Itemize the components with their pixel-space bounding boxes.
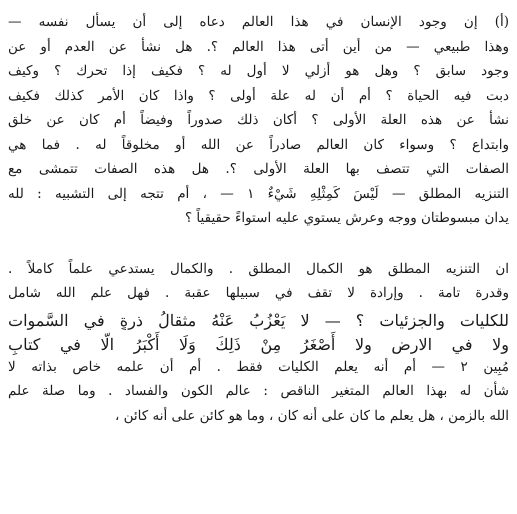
- text-line: وقدرة تامة . وإرادة لا تقف في سبيلها عقبة . فهل علم الله شامل: [8, 285, 509, 301]
- text-line-quran-quote: ولا في الارض ولا أَصْغَرُ مِنْ ذَلِكَ وَلَا أَكْبَرُ الّا في كتابٍ: [8, 335, 509, 354]
- paragraph-gap: [8, 231, 509, 257]
- text-line: وابتداع ؟ وسواء كان العالم صادراً عن الله أو مخلوقاً له . فما هي: [8, 136, 509, 153]
- text-line: شأن له بهذا العالم المتغير الناقص : عالم الكون والفساد . وما صلة علم: [8, 383, 509, 399]
- paragraph-knowledge: [8, 257, 509, 429]
- text-line: نشأ عن هذه العلة الأولى ؟ أكان ذلك صدوراً وفيضاً أم كان عن خلق: [8, 112, 509, 128]
- text-line: الصفات التي تتصف بها العلة الأولى ؟. هل هذه الصفات تتمشى مع: [8, 161, 509, 177]
- text-line: مُبِين ٢ — أم أنه يعلم الكليات فقط . أم أن علمه خاص بذاته لا: [8, 358, 509, 375]
- text-line: ان التنزيه المطلق هو الكمال المطلق . والكمال يستدعي علماً كاملاً .: [8, 260, 509, 277]
- text-line: دبت فيه الحياة ؟ أم أن له علة أولى ؟ واذا كان الأمر كذلك فكيف: [8, 87, 509, 104]
- text-line: يدان مبسوطتان ووجه وعرش يستوي عليه استواءً حقيقياً ؟: [184, 210, 509, 226]
- document-page: [8, 10, 509, 504]
- text-line-quran-quote: للكليات والجزئيات ؟ — لا يَعْزُبُ عَنْهُ مثقالُ ذرةٍ في السَّموات: [8, 310, 509, 330]
- text-line: وجود سابق ؟ وهل هو أزلي لا أول له ؟ فكيف إذا تحرك ؟ وكيف: [8, 63, 509, 79]
- text-line-quran-quote: التنزيه المطلق — لَيْسَ كَمِثْلِهِ شَيْءٌ ١ — ، أم تتجه إلى التشبيه : لله: [8, 185, 509, 202]
- text-line: الله بالزمن ، هل يعلم ما كان على أنه كان ، وما هو كائن على أنه كائن ،: [114, 407, 509, 424]
- paragraph-questions: [8, 10, 509, 231]
- text-line: وهذا طبيعي — من أين أتى هذا العالم ؟. هل نشأ عن العدم أو عن: [8, 38, 509, 55]
- text-line: (أ) إن وجود الإنسان في هذا العالم دعاه إلى أن يسأل نفسه —: [8, 14, 509, 30]
